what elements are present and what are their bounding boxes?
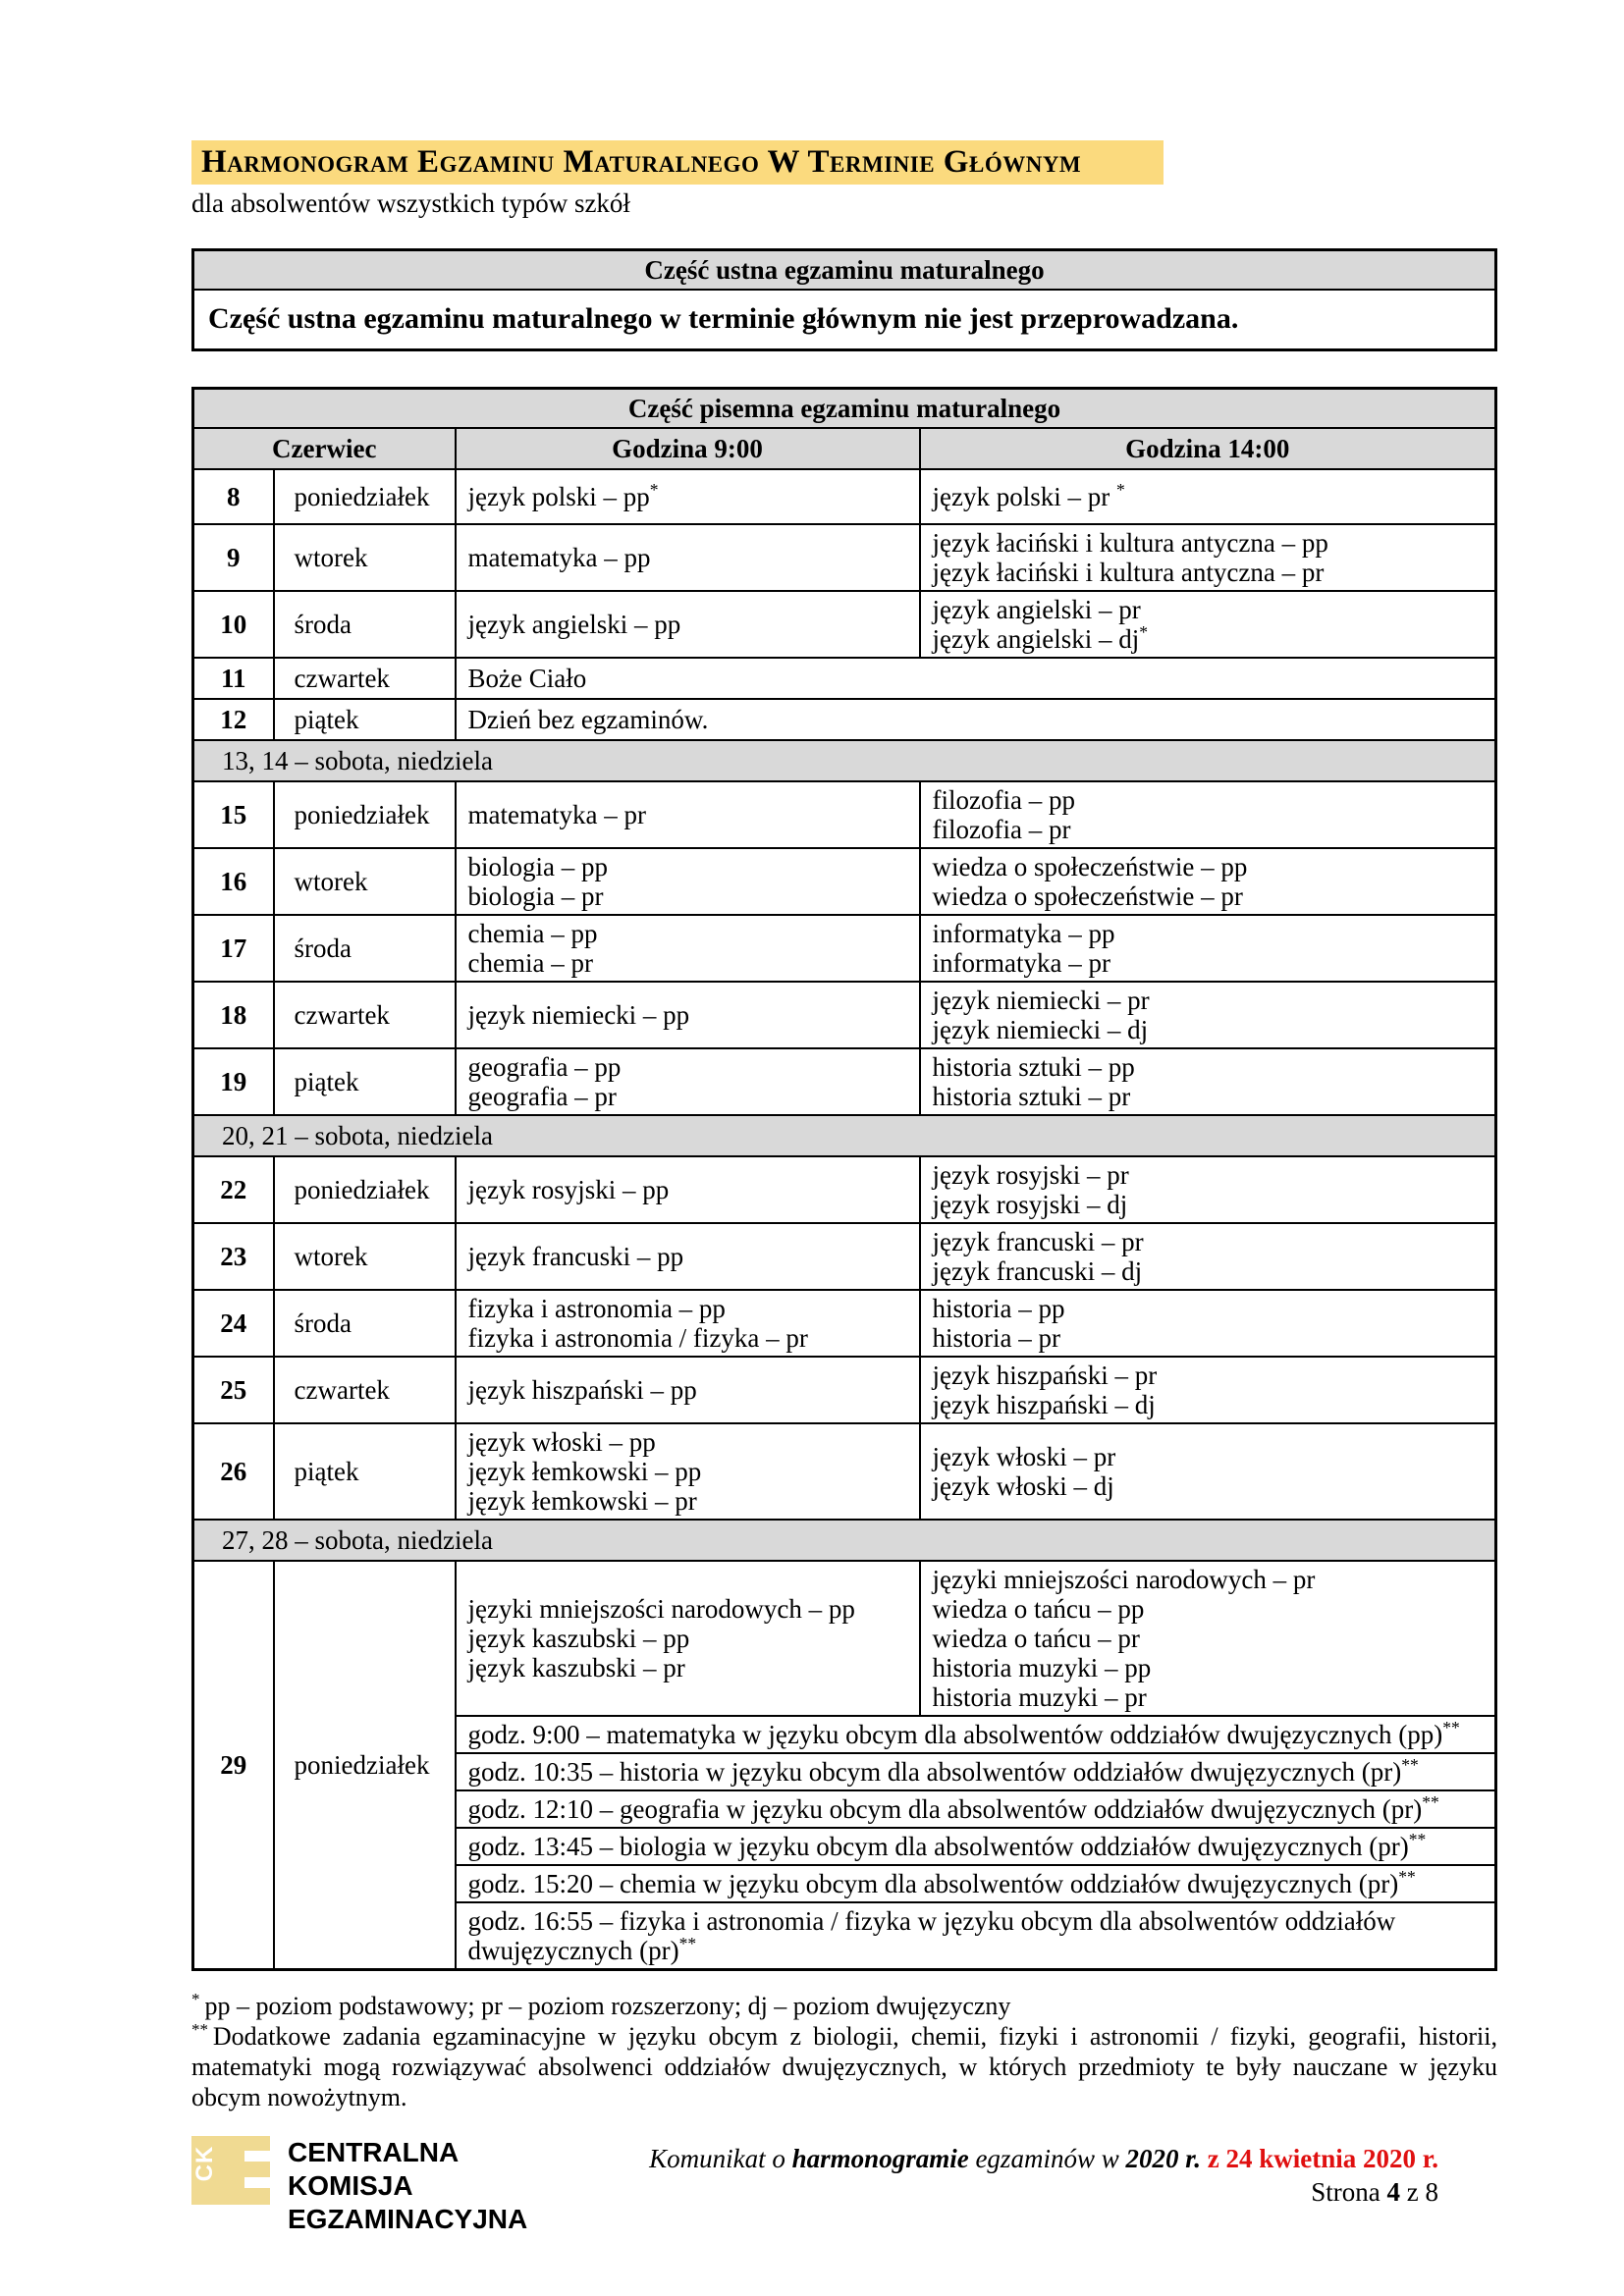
- exam-entry: język rosyjski – pp: [467, 1174, 670, 1204]
- page-number-current: 4: [1386, 2177, 1401, 2207]
- oral-exam-table: [191, 248, 1497, 351]
- exam-entry: język włoski – pr: [932, 1441, 1116, 1471]
- exam-entry: historia muzyki – pp: [932, 1652, 1152, 1682]
- table-row: [193, 469, 1496, 524]
- weekday-cell: piątek: [274, 1423, 456, 1520]
- bilingual-exam-entry: godz. 16:55 – fizyka i astronomia / fizyka w języku obcym dla absolwentów oddziałów dwujęzycznych (pr)**: [467, 1905, 1396, 1965]
- exam-entry: geografia – pp: [467, 1051, 622, 1082]
- footnote-legend: [191, 1991, 1497, 2021]
- afternoon-exams-cell: [920, 1423, 1496, 1520]
- footnote-marker: **: [678, 1933, 697, 1953]
- exam-entry: fizyka i astronomia / fizyka – pr: [467, 1322, 808, 1353]
- footnote-marker: **: [1398, 1866, 1416, 1887]
- afternoon-exams-cell: [920, 591, 1496, 658]
- day-cell: 12: [193, 699, 274, 740]
- footnote-marker: **: [1401, 1754, 1419, 1775]
- exam-entry: język łemkowski – pr: [467, 1485, 697, 1516]
- written-exam-table: [191, 387, 1497, 1971]
- exam-entry: historia sztuki – pp: [932, 1051, 1135, 1082]
- morning-exams-cell: [456, 1048, 920, 1115]
- bilingual-exam-cell: [456, 1790, 1496, 1828]
- weekday-cell: czwartek: [274, 1357, 456, 1423]
- table-row: [193, 982, 1496, 1048]
- weekend-row: [193, 740, 1496, 781]
- exam-entry: informatyka – pp: [932, 918, 1115, 948]
- morning-exams-cell: [456, 848, 920, 915]
- morning-exams-cell: [456, 781, 920, 848]
- column-header-afternoon: Godzina 14:00: [920, 428, 1496, 469]
- exam-entry: historia muzyki – pr: [932, 1682, 1147, 1712]
- oral-table-statement: Część ustna egzaminu maturalnego w terminie głównym nie jest przeprowadzana.: [193, 290, 1496, 350]
- table-row: [193, 1223, 1496, 1290]
- day-cell: 26: [193, 1423, 274, 1520]
- footnote-bilingual: [191, 2021, 1497, 2112]
- day-cell: 15: [193, 781, 274, 848]
- table-row: [193, 781, 1496, 848]
- oral-table-header-row: [193, 250, 1496, 290]
- page-subtitle: dla absolwentów wszystkich typów szkół: [191, 188, 630, 218]
- afternoon-exams-cell: [920, 469, 1496, 524]
- exam-entry: język łemkowski – pp: [467, 1456, 702, 1486]
- afternoon-exams-cell: [920, 524, 1496, 591]
- exam-entry: język francuski – pp: [467, 1241, 684, 1271]
- table-row: [193, 1561, 1496, 1716]
- table-row: [193, 1290, 1496, 1357]
- org-line: CENTRALNA: [288, 2137, 460, 2167]
- cke-org-name: [288, 2136, 527, 2236]
- bilingual-exam-cell: [456, 1753, 1496, 1790]
- afternoon-exams-cell: [920, 1561, 1496, 1716]
- exam-entry: język włoski – pp: [467, 1426, 656, 1457]
- column-header-month: Czerwiec: [193, 428, 456, 469]
- exam-entry: geografia – pr: [467, 1081, 617, 1111]
- day-cell: 24: [193, 1290, 274, 1357]
- logo-notch-bottom: [244, 2177, 270, 2188]
- weekday-cell: czwartek: [274, 658, 456, 699]
- bilingual-exam-entry: godz. 12:10 – geografia w języku obcym dla absolwentów oddziałów dwujęzycznych (pr)**: [467, 1791, 1439, 1824]
- morning-exams-cell: [456, 1423, 920, 1520]
- note-part: egzaminów w: [968, 2144, 1126, 2173]
- morning-exams-cell: [456, 1357, 920, 1423]
- table-row: [193, 1423, 1496, 1520]
- exam-entry: język angielski – pp: [467, 609, 681, 639]
- morning-exams-cell: [456, 1561, 920, 1716]
- bilingual-exam-entry: godz. 9:00 – matematyka w języku obcym dla absolwentów oddziałów dwujęzycznych (pp)**: [467, 1717, 1460, 1749]
- weekday-cell: piątek: [274, 1048, 456, 1115]
- written-table-header-row: [193, 389, 1496, 428]
- cke-logo-icon: [191, 2136, 270, 2205]
- exam-entry: język polski – pp*: [467, 479, 659, 511]
- page-number: [649, 2175, 1438, 2209]
- footnote-marker: *: [1115, 479, 1125, 500]
- day-cell: 19: [193, 1048, 274, 1115]
- day-cell: 11: [193, 658, 274, 699]
- bilingual-exam-entry: godz. 10:35 – historia w języku obcym dla absolwentów oddziałów dwujęzycznych (pr)**: [467, 1754, 1419, 1787]
- exam-entry: język niemiecki – pr: [932, 985, 1150, 1015]
- exam-entry: język angielski – pr: [932, 594, 1141, 624]
- bilingual-exam-entry: godz. 15:20 – chemia w języku obcym dla absolwentów oddziałów dwujęzycznych (pr)**: [467, 1866, 1416, 1898]
- footnote-marker: **: [1442, 1717, 1460, 1737]
- exam-entry: języki mniejszości narodowych – pr: [932, 1564, 1316, 1594]
- afternoon-exams-cell: [920, 1290, 1496, 1357]
- afternoon-exams-cell: [920, 781, 1496, 848]
- weekend-label: 27, 28 – sobota, niedziela: [193, 1520, 1496, 1561]
- exam-entry: historia – pp: [932, 1293, 1065, 1323]
- afternoon-exams-cell: [920, 982, 1496, 1048]
- weekday-cell: wtorek: [274, 524, 456, 591]
- table-row: [193, 591, 1496, 658]
- exam-entry: wiedza o tańcu – pr: [932, 1623, 1140, 1653]
- morning-exams-cell: [456, 591, 920, 658]
- morning-exams-cell: [456, 524, 920, 591]
- exam-entry: język hiszpański – pp: [467, 1374, 697, 1405]
- exam-entry: filozofia – pr: [932, 814, 1071, 844]
- day-cell: 16: [193, 848, 274, 915]
- morning-exams-cell: [456, 469, 920, 524]
- page-number-part: z 8: [1400, 2177, 1438, 2207]
- exam-entry: język kaszubski – pp: [467, 1623, 690, 1653]
- exam-entry: język łaciński i kultura antyczna – pr: [932, 557, 1325, 587]
- oral-table-header: Część ustna egzaminu maturalnego: [193, 250, 1496, 290]
- morning-exams-cell: [456, 1156, 920, 1223]
- no-exam-cell: Dzień bez egzaminów.: [456, 699, 1496, 740]
- day-cell: 17: [193, 915, 274, 982]
- day-cell: 29: [193, 1561, 274, 1970]
- oral-table-body-row: [193, 290, 1496, 350]
- exam-entry: fizyka i astronomia – pp: [467, 1293, 726, 1323]
- table-row: [193, 1357, 1496, 1423]
- logo-notch-top: [244, 2151, 270, 2162]
- afternoon-exams-cell: [920, 1357, 1496, 1423]
- exam-entry: biologia – pr: [467, 881, 604, 911]
- column-header-morning: Godzina 9:00: [456, 428, 920, 469]
- day-cell: 25: [193, 1357, 274, 1423]
- table-row: [193, 848, 1496, 915]
- table-row: [193, 699, 1496, 740]
- exam-entry: języki mniejszości narodowych – pp: [467, 1593, 855, 1624]
- weekday-cell: poniedziałek: [274, 1561, 456, 1970]
- exam-entry: język kaszubski – pr: [467, 1652, 685, 1682]
- footnote-double-asterisk: **: [191, 2019, 208, 2039]
- footnote-bilingual-text: Dodatkowe zadania egzaminacyjne w języku obcym z biologii, chemii, fizyki i astronomii / fizyki, geografii, historii, matematyki mogą rozwiązywać absolwenci oddziałów dwujęzycznych, w których przedmioty te były nauczane w języku obcym nowożytnym.: [191, 2021, 1497, 2111]
- note-part: harmonogramie: [791, 2144, 969, 2173]
- exam-entry: język rosyjski – pr: [932, 1159, 1129, 1190]
- weekend-label: 13, 14 – sobota, niedziela: [193, 740, 1496, 781]
- written-table-header: Część pisemna egzaminu maturalnego: [193, 389, 1496, 428]
- bilingual-exam-cell: [456, 1865, 1496, 1902]
- afternoon-exams-cell: [920, 848, 1496, 915]
- org-line: EGZAMINACYJNA: [288, 2204, 528, 2234]
- exam-entry: chemia – pp: [467, 918, 598, 948]
- written-table-body: [193, 389, 1496, 1970]
- exam-entry: wiedza o społeczeństwie – pp: [932, 851, 1248, 881]
- page-content: [191, 0, 1497, 2112]
- no-exam-cell: Boże Ciało: [456, 658, 1496, 699]
- footnote-asterisk: *: [191, 1989, 200, 2008]
- morning-exams-cell: [456, 982, 920, 1048]
- footnote-marker: *: [1139, 621, 1148, 642]
- afternoon-exams-cell: [920, 1156, 1496, 1223]
- footnote-marker: *: [649, 479, 659, 500]
- weekend-row: [193, 1520, 1496, 1561]
- cke-brand: [191, 2136, 527, 2236]
- weekday-cell: wtorek: [274, 848, 456, 915]
- weekday-cell: środa: [274, 591, 456, 658]
- exam-entry: informatyka – pr: [932, 947, 1110, 978]
- page-number-part: Strona: [1311, 2177, 1387, 2207]
- weekday-cell: poniedziałek: [274, 469, 456, 524]
- bilingual-exam-cell: [456, 1716, 1496, 1753]
- weekday-cell: poniedziałek: [274, 1156, 456, 1223]
- exam-entry: język polski – pr *: [932, 479, 1125, 511]
- cke-logo-letters: CK: [191, 2145, 218, 2182]
- exam-entry: chemia – pr: [467, 947, 593, 978]
- exam-entry: biologia – pp: [467, 851, 608, 881]
- table-row: [193, 1048, 1496, 1115]
- exam-entry: język rosyjski – dj: [932, 1189, 1128, 1219]
- day-cell: 18: [193, 982, 274, 1048]
- exam-entry: wiedza o społeczeństwie – pr: [932, 881, 1243, 911]
- note-part: Komunikat o: [649, 2144, 792, 2173]
- weekday-cell: piątek: [274, 699, 456, 740]
- day-cell: 22: [193, 1156, 274, 1223]
- exam-entry: filozofia – pp: [932, 784, 1075, 815]
- weekday-cell: poniedziałek: [274, 781, 456, 848]
- org-line: KOMISJA: [288, 2170, 413, 2201]
- day-cell: 8: [193, 469, 274, 524]
- weekday-cell: środa: [274, 1290, 456, 1357]
- day-cell: 9: [193, 524, 274, 591]
- weekday-cell: środa: [274, 915, 456, 982]
- weekday-cell: wtorek: [274, 1223, 456, 1290]
- exam-entry: język hiszpański – pr: [932, 1360, 1158, 1390]
- page-title: Harmonogram Egzaminu Maturalnego W Terminie Głównym: [191, 140, 1164, 185]
- note-part: 2020 r.: [1125, 2144, 1201, 2173]
- exam-entry: język francuski – dj: [932, 1255, 1143, 1286]
- footnote-marker: **: [1422, 1791, 1439, 1812]
- day-cell: 23: [193, 1223, 274, 1290]
- communique-note: [649, 2142, 1438, 2175]
- afternoon-exams-cell: [920, 1223, 1496, 1290]
- footnote-marker: **: [1408, 1829, 1427, 1849]
- bilingual-exam-cell: [456, 1902, 1496, 1970]
- morning-exams-cell: [456, 915, 920, 982]
- exam-entry: matematyka – pr: [467, 799, 646, 829]
- morning-exams-cell: [456, 1290, 920, 1357]
- weekend-row: [193, 1115, 1496, 1156]
- table-row: [193, 915, 1496, 982]
- written-table-column-header-row: [193, 428, 1496, 469]
- footnote-legend-text: pp – poziom podstawowy; pr – poziom rozszerzony; dj – poziom dwujęzyczny: [204, 1991, 1011, 2020]
- exam-entry: matematyka – pp: [467, 542, 651, 572]
- table-row: [193, 658, 1496, 699]
- footer-info: [649, 2142, 1497, 2236]
- weekday-cell: czwartek: [274, 982, 456, 1048]
- exam-entry: język włoski – dj: [932, 1470, 1114, 1501]
- bilingual-exam-cell: [456, 1828, 1496, 1865]
- day-cell: 10: [193, 591, 274, 658]
- morning-exams-cell: [456, 1223, 920, 1290]
- exam-entry: historia sztuki – pr: [932, 1081, 1131, 1111]
- afternoon-exams-cell: [920, 915, 1496, 982]
- exam-entry: język hiszpański – dj: [932, 1389, 1156, 1419]
- exam-entry: wiedza o tańcu – pp: [932, 1593, 1145, 1624]
- exam-entry: język niemiecki – pp: [467, 999, 690, 1030]
- exam-entry: historia – pr: [932, 1322, 1060, 1353]
- note-date-red: z 24 kwietnia 2020 r.: [1201, 2144, 1438, 2173]
- table-row: [193, 1156, 1496, 1223]
- exam-entry: język angielski – dj*: [932, 621, 1148, 654]
- bilingual-exam-entry: godz. 13:45 – biologia w języku obcym dla absolwentów oddziałów dwujęzycznych (pr)**: [467, 1829, 1427, 1861]
- exam-entry: język łaciński i kultura antyczna – pp: [932, 527, 1328, 558]
- weekend-label: 20, 21 – sobota, niedziela: [193, 1115, 1496, 1156]
- exam-entry: język francuski – pr: [932, 1226, 1144, 1256]
- page-footer: [191, 2112, 1497, 2236]
- afternoon-exams-cell: [920, 1048, 1496, 1115]
- table-row: [193, 524, 1496, 591]
- footnotes: [191, 1991, 1497, 2112]
- exam-entry: język niemiecki – dj: [932, 1014, 1149, 1044]
